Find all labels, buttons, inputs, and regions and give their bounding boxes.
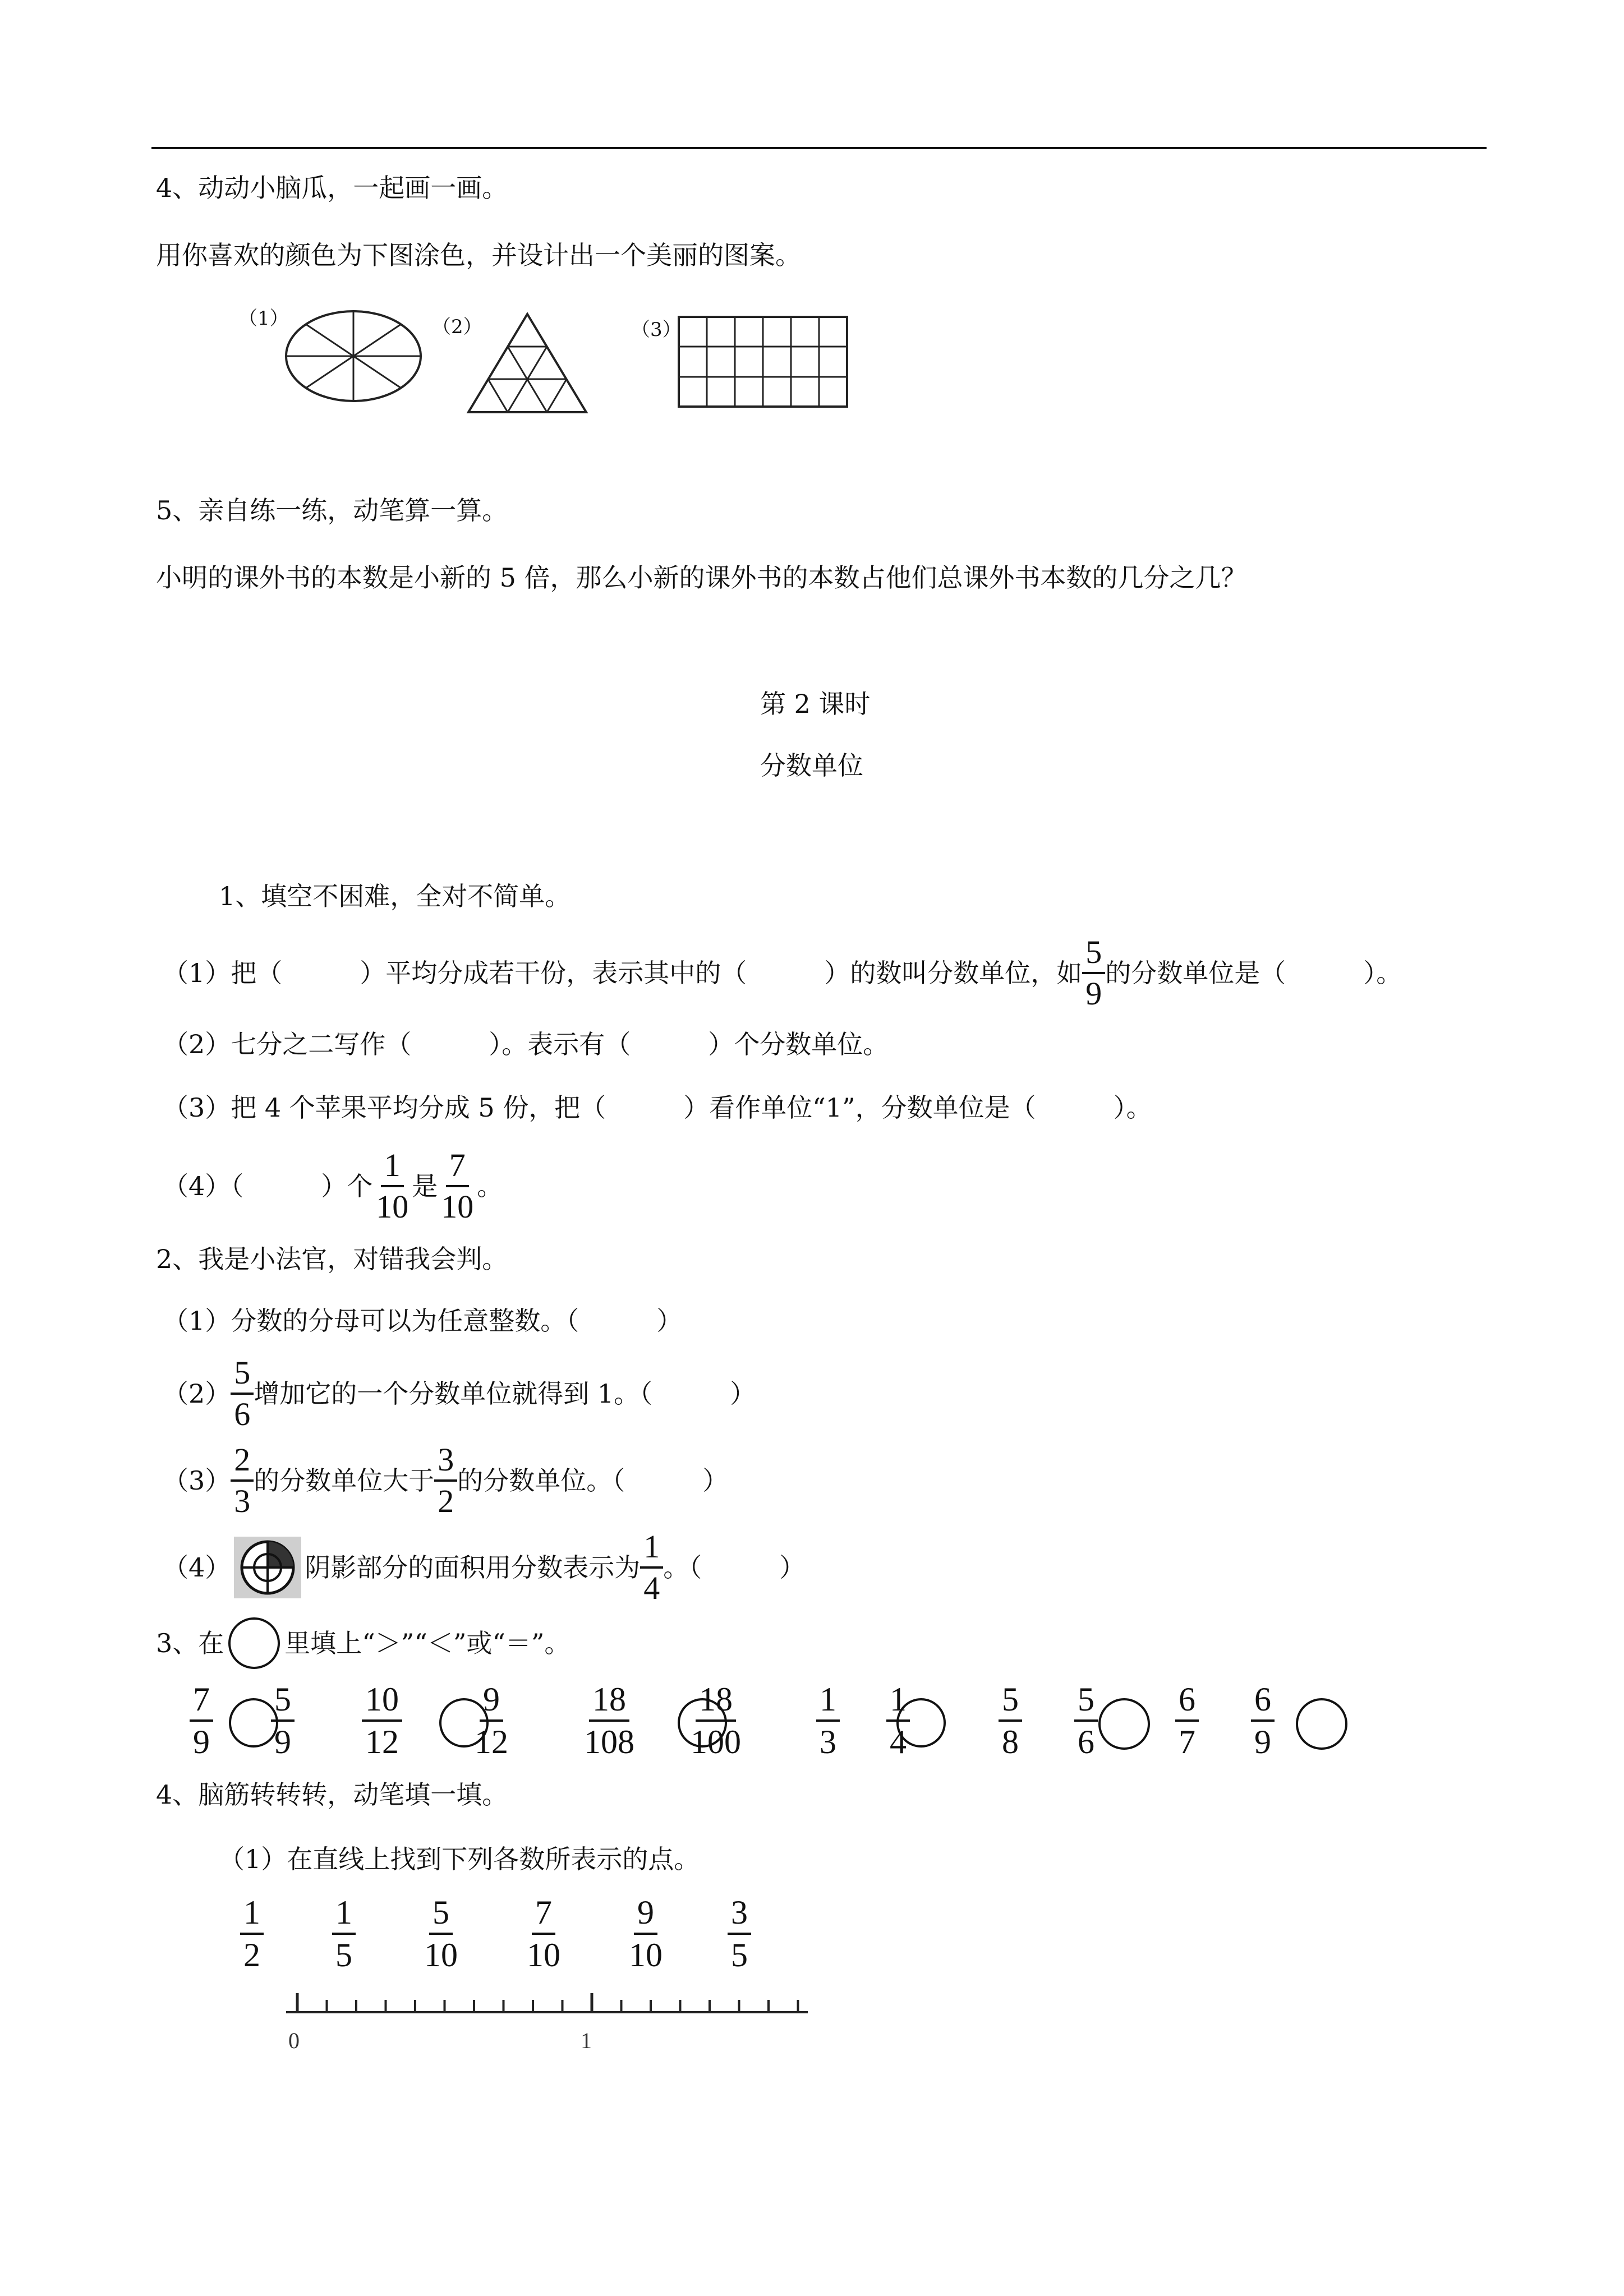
fraction-7-10	[438, 1149, 477, 1223]
answer-circle[interactable]	[1296, 1698, 1347, 1750]
sec4-sub1: （1）在直线上找到下列各数所表示的点。	[219, 1844, 700, 1874]
frac-den: 100	[691, 1723, 741, 1760]
frac-den: 3	[820, 1723, 836, 1760]
compare-right-fraction	[471, 1682, 512, 1759]
divided-circle-figure	[280, 303, 454, 409]
frac-den: 5	[731, 1937, 748, 1974]
sec3-title	[156, 1618, 570, 1668]
frac-den: 4	[890, 1723, 907, 1760]
sec1-item4-text-b: 是	[412, 1171, 438, 1201]
target-fraction-5	[625, 1896, 666, 1972]
sec2-item3-text-b: 的分数单位大于	[254, 1465, 435, 1496]
frac-num: 5	[231, 1357, 254, 1395]
frac-den: 108	[584, 1723, 634, 1760]
frac-den: 10	[441, 1188, 474, 1225]
figure-label-3: （3）	[631, 319, 682, 341]
frac-den: 10	[527, 1937, 560, 1974]
q4-instruction: 用你喜欢的颜色为下图涂色，并设计出一个美丽的图案。	[156, 240, 801, 270]
compare-left-fraction	[999, 1682, 1022, 1759]
compare-left-fraction	[362, 1682, 402, 1759]
lesson-period: 第 2 课时	[760, 689, 871, 719]
number-line-label-0: 0	[288, 2028, 300, 2053]
fraction-1-10	[372, 1149, 412, 1223]
frac-num: 1	[886, 1682, 910, 1722]
sec2-item3-text-c: 的分数单位。（ ）	[457, 1465, 729, 1496]
answer-circle[interactable]	[1098, 1698, 1150, 1750]
compare-left-fraction	[1175, 1682, 1199, 1759]
sec2-item2	[163, 1352, 756, 1436]
sec1-item4	[163, 1144, 503, 1228]
sec2-item4-text-c: 。（ ）	[663, 1552, 806, 1583]
compare-right-fraction	[687, 1682, 744, 1759]
frac-den: 5	[335, 1937, 352, 1974]
frac-den: 6	[234, 1396, 251, 1432]
frac-den: 2	[438, 1483, 454, 1519]
answer-circle[interactable]	[896, 1698, 946, 1748]
lesson-topic: 分数单位	[760, 750, 863, 781]
frac-den: 9	[1254, 1723, 1271, 1760]
frac-num: 1	[381, 1149, 404, 1187]
shaded-circle-figure	[234, 1537, 301, 1598]
frac-num: 7	[532, 1896, 555, 1935]
fraction-3-2	[434, 1441, 457, 1519]
frac-den: 9	[193, 1723, 210, 1760]
sec1-item4-text-a: （4）（ ）个	[163, 1171, 373, 1201]
sec2-item4	[163, 1525, 805, 1610]
frac-den: 12	[475, 1723, 508, 1760]
frac-num: 18	[589, 1682, 629, 1722]
sec2-item4-text-b: 阴影部分的面积用分数表示为	[305, 1552, 641, 1583]
sec1-item1-text-b: 的分数单位是（ ）。	[1105, 958, 1402, 988]
sec2-title: 2、我是小法官，对错我会判。	[156, 1244, 508, 1274]
sec2-item3	[163, 1439, 728, 1523]
frac-den: 8	[1002, 1723, 1019, 1760]
frac-num: 18	[696, 1682, 736, 1722]
compare-left-fraction	[190, 1682, 213, 1759]
number-line[interactable]	[280, 1985, 819, 2053]
sec4-title: 4、脑筋转转转，动笔填一填。	[156, 1779, 508, 1810]
sec2-item1: （1）分数的分母可以为任意整数。（ ）	[163, 1306, 683, 1336]
target-fraction-4	[523, 1896, 564, 1972]
figure-label-2: （2）	[432, 316, 482, 338]
sec1-item4-text-c: 。	[477, 1171, 503, 1201]
frac-num: 1	[240, 1896, 264, 1935]
target-fraction-2	[332, 1896, 356, 1972]
frac-den: 10	[424, 1937, 458, 1974]
compare-right-fraction	[271, 1682, 295, 1759]
sec2-item3-text-a: （3）	[163, 1465, 231, 1496]
frac-den: 9	[274, 1723, 291, 1760]
sec3-title-b: 里填上“＞”“＜”或“＝”。	[284, 1628, 571, 1658]
q5-question: 小明的课外书的本数是小新的 5 倍，那么小新的课外书的本数占他们总课外书本数的几分之几？	[156, 563, 1247, 593]
frac-num: 5	[1082, 936, 1105, 974]
q5-title: 5、亲自练一练，动笔算一算。	[156, 495, 508, 525]
sec3-title-a: 3、在	[156, 1628, 224, 1658]
compare-circle-icon	[228, 1617, 280, 1669]
frac-den: 10	[629, 1937, 663, 1974]
target-fraction-1	[240, 1896, 264, 1972]
frac-num: 5	[1074, 1682, 1098, 1722]
frac-den: 7	[1179, 1723, 1195, 1760]
fraction-5-6	[231, 1354, 254, 1432]
figure-label-1: （1）	[238, 307, 289, 330]
fraction-1-4	[640, 1530, 663, 1605]
frac-den: 3	[234, 1483, 251, 1519]
frac-num: 1	[816, 1682, 840, 1722]
frac-num: 7	[190, 1682, 213, 1722]
sec1-item1-text-a: （1）把（ ）平均分成若干份，表示其中的（ ）的数叫分数单位，如	[163, 958, 1083, 988]
number-line-label-1: 1	[581, 2028, 592, 2053]
frac-num: 6	[1175, 1682, 1199, 1722]
q4-title: 4、动动小脑瓜，一起画一画。	[156, 173, 508, 203]
fraction-2-3	[231, 1441, 254, 1519]
frac-den: 6	[1078, 1723, 1094, 1760]
frac-num: 3	[434, 1444, 457, 1482]
frac-den: 12	[365, 1723, 399, 1760]
frac-num: 2	[231, 1444, 254, 1482]
sec1-item2: （2）七分之二写作（ ）。表示有（ ）个分数单位。	[163, 1029, 889, 1059]
frac-num: 7	[446, 1149, 469, 1187]
frac-num: 1	[332, 1896, 356, 1935]
sec2-item2-text-b: 增加它的一个分数单位就得到 1。（ ）	[254, 1378, 756, 1409]
frac-num: 3	[728, 1896, 751, 1935]
frac-num: 5	[271, 1682, 295, 1722]
frac-num: 5	[999, 1682, 1022, 1722]
frac-num: 1	[640, 1530, 663, 1569]
fraction-5-9	[1082, 936, 1105, 1010]
frac-den: 4	[643, 1570, 660, 1606]
number-line-graphic	[280, 1985, 819, 2053]
compare-right-fraction	[1074, 1682, 1098, 1759]
frac-num: 6	[1251, 1682, 1275, 1722]
top-rule	[151, 147, 1487, 149]
target-fraction-6	[728, 1896, 751, 1972]
sec2-item2-text-a: （2）	[163, 1378, 231, 1409]
square-grid-figure	[676, 314, 867, 415]
sec1-item3: （3）把 4 个苹果平均分成 5 份，把（ ）看作单位“1”，分数单位是（ ）。	[163, 1092, 1152, 1123]
compare-right-fraction	[1251, 1682, 1275, 1759]
frac-num: 10	[362, 1682, 402, 1722]
frac-num: 5	[429, 1896, 453, 1935]
frac-den: 9	[1085, 975, 1102, 1012]
frac-den: 2	[243, 1937, 260, 1974]
target-fraction-3	[421, 1896, 461, 1972]
frac-den: 10	[376, 1188, 409, 1225]
sec1-title: 1、填空不困难，全对不简单。	[219, 881, 571, 911]
compare-left-fraction	[816, 1682, 840, 1759]
frac-num: 9	[634, 1896, 657, 1935]
frac-num: 9	[480, 1682, 503, 1722]
compare-left-fraction	[581, 1682, 638, 1759]
triangle-grid-figure	[466, 311, 595, 418]
sec2-item4-text-a: （4）	[163, 1552, 231, 1583]
sec1-item1	[163, 931, 1402, 1015]
